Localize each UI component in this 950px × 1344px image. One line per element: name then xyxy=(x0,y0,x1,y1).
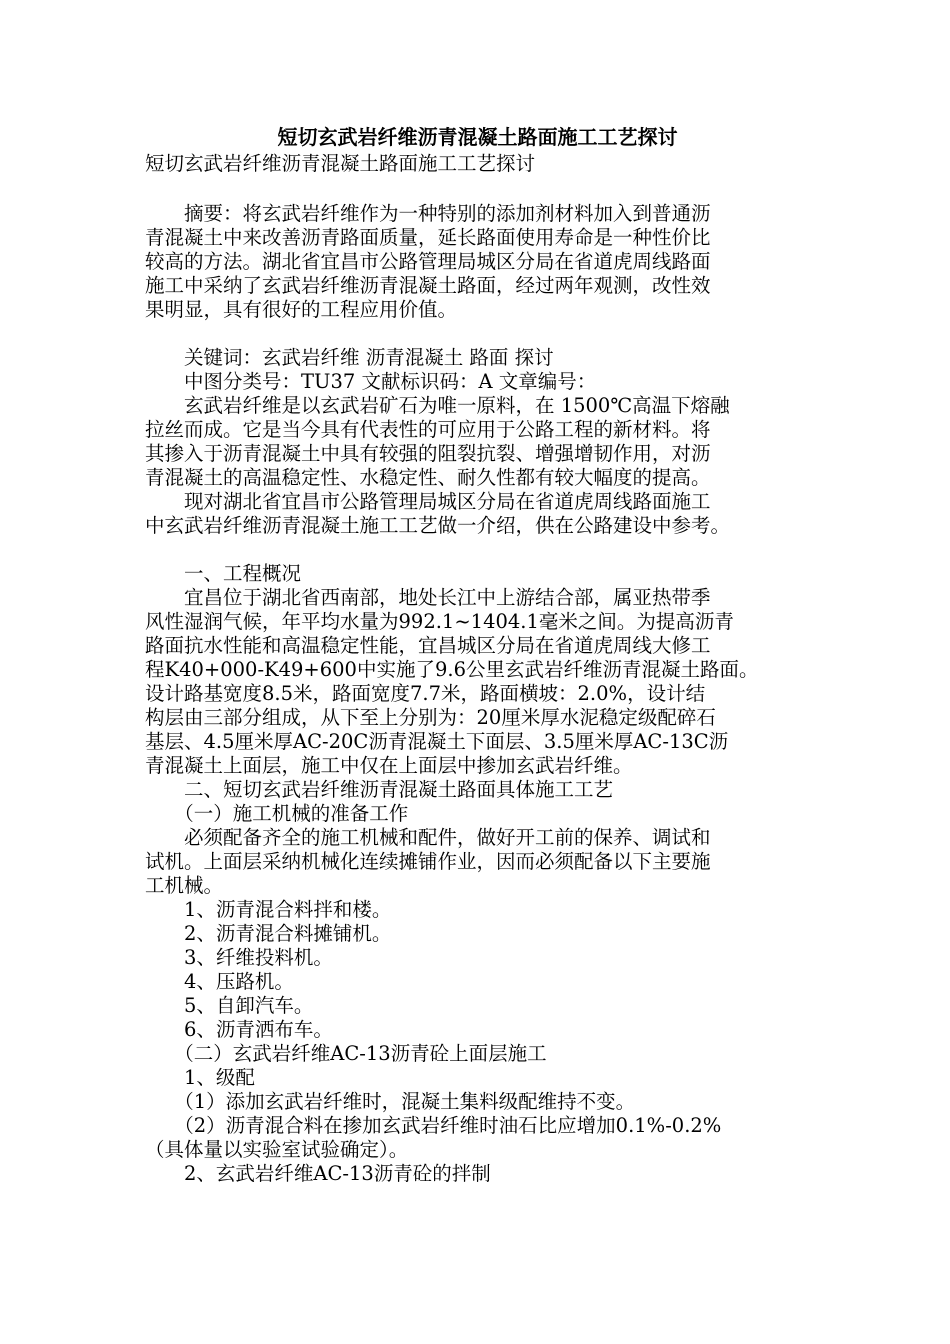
body-line: 基层、4.5厘米厚AC-20C沥青混凝土下面层、3.5厘米厚AC-13C沥 xyxy=(145,730,729,753)
body-line: 必须配备齐全的施工机械和配件，做好开工前的保养、调试和 xyxy=(145,826,711,849)
abstract xyxy=(145,202,810,322)
item-heading: 1、级配 xyxy=(145,1066,255,1089)
section-heading: 一、工程概况 xyxy=(145,562,302,585)
abstract-line: 较高的方法。湖北省宜昌市公路管理局城区分局在省道虎周线路面 xyxy=(145,250,711,273)
intro-paragraphs xyxy=(145,394,810,538)
body-line: （1）添加玄武岩纤维时，混凝土集料级配维持不变。 xyxy=(145,1090,636,1113)
abstract-line: 青混凝土中来改善沥青路面质量，延长路面使用寿命是一种性价比 xyxy=(145,226,711,249)
intro-line: 玄武岩纤维是以玄武岩矿石为唯一原料，在 1500℃高温下熔融 xyxy=(145,394,730,417)
body-line: 试机。上面层采纳机械化连续摊铺作业，因而必须配备以下主要施 xyxy=(145,850,711,873)
section1-body xyxy=(145,586,810,778)
body-line: 风性湿润气候，年平均水量为992.1~1404.1毫米之间。为提高沥青 xyxy=(145,610,734,633)
body-line: （具体量以实验室试验确定）。 xyxy=(145,1138,409,1161)
intro-line: 拉丝而成。它是当今具有代表性的可应用于公路工程的新材料。将 xyxy=(145,418,711,441)
keywords: 关键词：玄武岩纤维 沥青混凝土 路面 探讨 xyxy=(145,346,554,369)
abstract-line: 摘要：将玄武岩纤维作为一种特别的添加剂材料加入到普通沥 xyxy=(145,202,711,225)
body-line: 路面抗水性能和高温稳定性能，宜昌城区分局在省道虎周线大修工 xyxy=(145,634,711,657)
document-page xyxy=(145,122,810,1186)
subsection1-body xyxy=(145,826,810,898)
list-item: 5、自卸汽车。 xyxy=(145,994,314,1017)
list-item: 2、沥青混合料摊铺机。 xyxy=(145,922,392,945)
body-line: （2）沥青混合料在掺加玄武岩纤维时油石比应增加0.1%-0.2% xyxy=(145,1114,722,1137)
list-item: 6、沥青洒布车。 xyxy=(145,1018,333,1041)
intro-line: 现对湖北省宜昌市公路管理局城区分局在省道虎周线路面施工 xyxy=(145,490,711,513)
classification: 中图分类号：TU37 文献标识码：A 文章编号： xyxy=(145,370,597,393)
abstract-line: 施工中采纳了玄武岩纤维沥青混凝土路面，经过两年观测，改性效 xyxy=(145,274,711,297)
list-item: 3、纤维投料机。 xyxy=(145,946,333,969)
document-subtitle: 短切玄武岩纤维沥青混凝土路面施工工艺探讨 xyxy=(145,152,536,175)
body-line: 工机械。 xyxy=(145,874,224,897)
section-heading: 二、短切玄武岩纤维沥青混凝土路面具体施工工艺 xyxy=(145,778,614,801)
subsection-heading: （一）施工机械的准备工作 xyxy=(145,802,409,825)
body-line: 青混凝土上面层，施工中仅在上面层中掺加玄武岩纤维。 xyxy=(145,754,633,777)
machine-list xyxy=(145,898,810,1042)
intro-line: 青混凝土的高温稳定性、水稳定性、耐久性都有较大幅度的提高。 xyxy=(145,466,711,489)
spacer xyxy=(145,538,810,562)
document-title: 短切玄武岩纤维沥青混凝土路面施工工艺探讨 xyxy=(277,125,678,149)
spacer xyxy=(145,322,810,346)
grading-body xyxy=(145,1090,810,1162)
abstract-line: 果明显，具有很好的工程应用价值。 xyxy=(145,298,458,321)
body-line: 宜昌位于湖北省西南部，地处长江中上游结合部，属亚热带季 xyxy=(145,586,711,609)
intro-line: 其掺入于沥青混凝土中具有较强的阻裂抗裂、增强增韧作用，对沥 xyxy=(145,442,711,465)
body-line: 设计路基宽度8.5米，路面宽度7.7米，路面横坡：2.0%，设计结 xyxy=(145,682,706,705)
intro-line: 中玄武岩纤维沥青混凝土施工工艺做一介绍，供在公路建设中参考。 xyxy=(145,514,731,537)
list-item: 4、压路机。 xyxy=(145,970,294,993)
list-item: 1、沥青混合料拌和楼。 xyxy=(145,898,392,921)
item-heading: 2、玄武岩纤维AC-13沥青砼的拌制 xyxy=(145,1162,491,1185)
spacer xyxy=(145,176,810,200)
body-line: 构层由三部分组成，从下至上分别为：20厘米厚水泥稳定级配碎石 xyxy=(145,706,716,729)
subsection-heading: （二）玄武岩纤维AC-13沥青砼上面层施工 xyxy=(145,1042,547,1065)
body-line: 程K40+000-K49+600中实施了9.6公里玄武岩纤维沥青混凝土路面。 xyxy=(145,658,759,681)
